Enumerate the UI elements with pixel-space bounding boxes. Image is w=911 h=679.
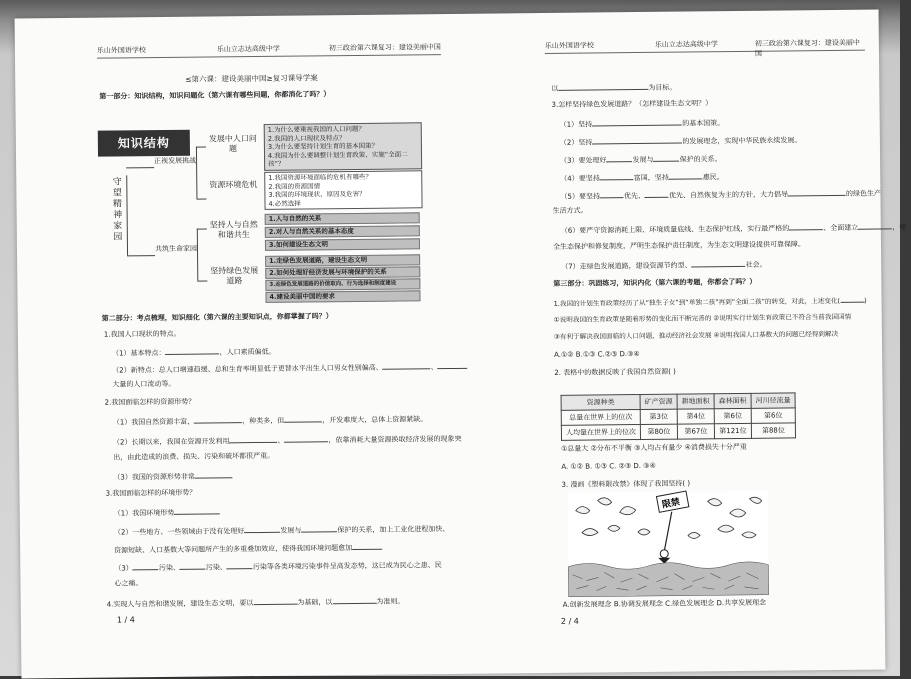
r-q3-6: （6）要严守资源消耗上限、环境质量底线、生态保护红线，实行最严格的 、全面建立 ，健 <box>560 223 907 235</box>
r-q3-6b: 全生态保护和修复制度，严明生态保护责任制度，为生态文明建设提供可靠保障。 <box>552 240 806 251</box>
harmony-item-3: 3.如何建设生态文明 <box>265 238 420 251</box>
header-school-a: 乐山外国语学校 <box>544 41 594 50</box>
r-q3-5b: 生活方式。 <box>552 206 588 215</box>
r-q3-5: （5）要坚持 优先、 优先、自然恢复为主的方针，大力倡导 的绿色生产 <box>560 189 881 201</box>
q2-2: （2）长期以来，我国在资源开发利用 、 ，依靠消耗大量资源换取经济发展的现象突 <box>112 434 462 447</box>
table-cell: 第88位 <box>751 423 795 438</box>
left-page-number: 1 / 4 <box>116 615 135 625</box>
table-cell: 第67位 <box>677 424 714 439</box>
node-population: 发展中人口问题 <box>208 134 257 154</box>
table-cell: 第3位 <box>640 409 677 424</box>
green-item-3: 3.走绿色发展道路的价值取向、行为选择和制度建设 <box>265 278 420 291</box>
q3-2b: 资源短缺、人口基数大等问题所产生的多重叠加效应，使得我国环境问题愈加 <box>114 542 382 556</box>
doc-title: ≤第六课：建设美丽中国≥复习课导学案 <box>185 73 318 84</box>
table-cell: 第4位 <box>677 409 714 424</box>
left-header <box>97 42 441 59</box>
plastic-ban-cartoon <box>568 491 769 597</box>
table-cell: 第6位 <box>751 408 795 423</box>
table-header: 森林面积 <box>714 393 751 408</box>
ex2-choices: A. ①② B. ①③ C. ②③ D. ③④ <box>561 461 656 471</box>
r-q3-2: （2）坚持 的发展理念，实现中华民族永续发展。 <box>559 136 802 147</box>
node-harmony: 坚持人与自然和谐共生 <box>209 220 258 240</box>
part1-heading: 第一部分：知识结构，知识问题化（第六课有哪些问题，你都消化了吗？） <box>99 90 331 101</box>
branch-home: 共筑生命家园 <box>154 244 198 254</box>
r-q3-3: （3）要处理好 发展与 保护的关系。 <box>560 155 722 165</box>
r-q3-7: （7）走绿色发展道路，建设资源节约型、 社会。 <box>561 260 767 271</box>
part3-heading: 第三部分：巩固练习，知识内化（第六课的考题，你都会了吗？） <box>553 277 757 288</box>
harmony-item-1: 1.人与自然的关系 <box>265 212 420 225</box>
q3-3b: 心之痛。 <box>114 579 143 588</box>
q4: 4.实现人与自然和谐发展，建设生态文明，要以 为基础，以 为准则。 <box>106 597 405 609</box>
q2-2b: 出，由此造成的浪费、损失、污染和破坏都很严重。 <box>113 451 275 462</box>
mindmap-heading: 知识结构 <box>98 130 190 157</box>
table-cell: 人均量在世界上的位次 <box>561 425 640 441</box>
node-resource: 资源环境危机 <box>209 180 258 190</box>
header-course: 初三政治第六课复习：建设美丽中国 <box>754 38 860 58</box>
green-item-1: 1.走绿色发展道路，建设生态文明 <box>265 254 420 267</box>
population-questions: 1.为什么要重视我国的人口问题？ 2.我国的人口现状及特点？ 3.为什么要坚持计划生育的基本国策？ 4.我国为什么要调整计划生育政策、实施“全面二孩”？ <box>264 122 422 170</box>
green-item-4: 4.建设美丽中国的要求 <box>265 290 420 303</box>
q1: 1.我国人口现状的特点。 <box>103 329 181 339</box>
header-school-a: 乐山外国语学校 <box>96 46 146 55</box>
paper-sheet <box>15 9 907 678</box>
header-school-b: 乐山立志达高级中学 <box>654 40 718 49</box>
header-school-b: 乐山立志达高级中学 <box>216 44 280 54</box>
ex1: 1.我国的计划生育政策经历了从“独生子女”到“单独二孩”再到“全面二孩”的转变，对此，上述变化( ) <box>553 296 867 308</box>
r-q3-1: （1）坚持 的基本国策。 <box>559 119 725 129</box>
table-cell: 第80位 <box>640 424 677 439</box>
branch-challenge: 正视发展挑战 <box>154 156 197 166</box>
mindmap-root: 守望精神家园 <box>112 177 123 243</box>
table-cell: 第6位 <box>714 408 751 423</box>
q3-3: （3） 污染、 污染、 污染等各类环境污染事件呈高发态势，这已成为民心之患、民 <box>114 561 442 573</box>
ex1-opt-b: ③有利于解决我国面临的人口问题，推动经济社会发展 ④说明我国人口基数大的问题已经得到解决 <box>553 329 839 341</box>
r-q3: 3.怎样坚持绿色发展道路？（怎样建设生态文明？） <box>551 99 713 109</box>
ex3-choices: A.创新发展理念 B.协调发展理念 C.绿色发展理念 D.共享发展理念 <box>562 598 767 609</box>
ex2-opts: ①总量大 ②分布不平衡 ③人均占有量少 ④消费损失十分严重 <box>561 442 747 453</box>
q3-1: （1）我国环境形势 <box>114 506 221 518</box>
node-green: 坚持绿色发展道路 <box>210 266 259 286</box>
right-page-number: 2 / 4 <box>560 616 579 626</box>
ex3: 3. 漫画《塑料限改禁》体现了我国坚持( ) <box>561 479 691 489</box>
q1-2: （2）新特点：总人口增速趋缓、总和生育率明显低于更替水平出生人口男女性别偏高、 、 <box>112 361 468 376</box>
table-header: 河川径流量 <box>751 393 795 408</box>
q1-2b: 大量的人口流动等。 <box>112 379 176 389</box>
table-header: 矿产资源 <box>640 394 677 409</box>
q2: 2.我国面临怎样的资源形势？ <box>104 397 196 407</box>
q1-1: （1）基本特点： ，人口素质偏低。 <box>112 347 276 358</box>
ex1-choices: A.①② B.①③ C.②③ D.③④ <box>554 350 640 359</box>
green-item-2: 2.如何处理好经济发展与环境保护的关系 <box>265 266 420 279</box>
r-q3-4: （4）要坚持 富国，坚持 惠民。 <box>560 173 724 183</box>
q2-1: （1）我国自然资源丰富， ，种类多，但 ，开发难度大，总体上资源紧缺。 <box>112 415 428 427</box>
ex1-opt-a: ①说明我国的生育政策是随着形势的变化而不断完善的 ②说明实行计划生育政策已不符合当前我国国情 <box>553 312 852 324</box>
table-cell: 总量在世界上的位次 <box>561 410 640 426</box>
right-page <box>455 9 907 673</box>
q3-2: （2）一些地方、一些领域由于没有处理好 发展与 保护的关系，加上工业化进程加快、 <box>113 525 450 537</box>
left-page <box>15 14 462 679</box>
q3: 3.我国面临怎样的环境形势？ <box>105 488 197 498</box>
resource-questions: 1.我国资源环境面临的危机有哪些？ 2.我国的资源国情 3.我国的环境现状、原因及危害？ 4.必然选择 <box>264 170 422 210</box>
table-cell: 第121位 <box>714 423 751 438</box>
r-line-goal: 以 为目标。 <box>551 83 677 93</box>
table-header: 资源种类 <box>561 395 640 411</box>
part2-heading: 第二部分：考点梳理，知识细化（第六课的主要知识点，你都掌握了吗？） <box>101 312 333 323</box>
ex2: 2. 表格中的数据反映了我国自然资源( ) <box>554 367 676 377</box>
right-header <box>544 38 865 58</box>
cartoon-sign-text: 限禁 <box>661 497 681 511</box>
resource-table <box>561 392 796 440</box>
harmony-item-2: 2.对人与自然关系的基本态度 <box>265 225 420 238</box>
table-header: 耕地面积 <box>677 394 714 409</box>
header-course: 初三政治第六课复习：建设美丽中国 <box>328 43 441 53</box>
q2-3: （3）我国的资源形势非常 <box>113 470 233 482</box>
